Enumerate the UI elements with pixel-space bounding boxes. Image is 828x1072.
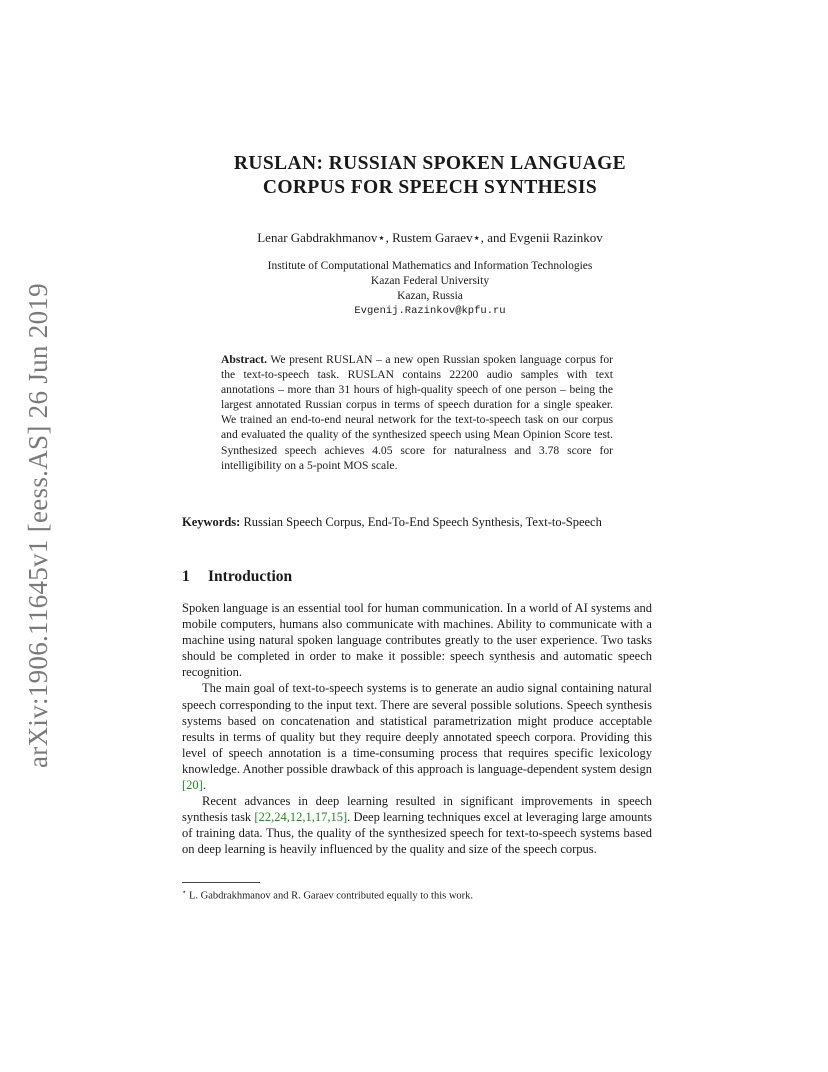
section-title: Introduction [208, 568, 293, 585]
arxiv-side-stamp [18, 280, 58, 770]
abstract-label: Abstract. [221, 353, 268, 366]
footnote-marker: ⋆ [182, 888, 187, 896]
footnote-text: L. Gabdrakhmanov and R. Garaev contributed equally to this work. [186, 890, 474, 902]
citation-link[interactable]: [22,24,12,1,17,15] [254, 810, 348, 825]
paper-title [170, 152, 690, 200]
keywords-text: Russian Speech Corpus, End-To-End Speech Synthesis, Text-to-Speech [243, 515, 602, 529]
keywords-label: Keywords: [182, 515, 241, 529]
abstract-text: We present RUSLAN – a new open Russian spoken language corpus for the text-to-speech task. RUSLAN contains 22200 audio samples with text annotations – more than 31 hours of high-quality speech of one person – being the largest annotated Russian corpus in terms of speech duration for a single speaker. We trained an end-to-end neural network for the text-to-speech task on our corpus and evaluated the quality of the synthesized speech using Mean Opinion Score test. Synthesized speech achieves 4.05 score for naturalness and 3.78 score for intelligibility on a 5-point MOS scale. [221, 353, 613, 472]
title-line-2: CORPUS FOR SPEECH SYNTHESIS [262, 177, 598, 198]
paragraph-2-text: The main goal of text-to-speech systems is to generate an audio signal containing natural speech corresponding to the input text. There are several possible solutions. Speech synthesis systems based on concatenation and statistical parametrization might produce acceptable results in terms of quality but they require deeply annotated speech corpora. Providing this level of speech annotation is a time-consuming process that requires specific lexicology knowledge. Another possible drawback of this approach is language-dependent system design [182, 681, 652, 776]
title-line-1: RUSLAN: RUSSIAN SPOKEN LANGUAGE [233, 153, 627, 174]
paragraph-2 [182, 680, 652, 793]
university-name: Kazan Federal University [370, 275, 490, 287]
footnote-divider [182, 882, 260, 883]
keywords-block [182, 514, 652, 530]
paragraph-3 [182, 793, 652, 857]
arxiv-identifier: arXiv:1906.11645v1 [eess.AS] 26 Jun 2019 [22, 282, 53, 768]
paragraph-2-end: . [202, 778, 206, 793]
footnote [182, 886, 652, 903]
contact-email[interactable]: Evgenij.Razinkov@kpfu.ru [354, 305, 506, 317]
paragraph-3-start: Recent advances in deep learning resulted in significant improvements in speech synthesis task [182, 794, 652, 825]
paragraph-1: Spoken language is an essential tool for human communication. In a world of AI systems and mobile computers, humans also communicate with machines. Ability to communicate with a machine using natural spoken language contributes greatly to the user experience. Two tasks should be completed in order to make it possible: speech synthesis and automatic speech recognition. [182, 601, 652, 680]
abstract-block [221, 352, 613, 473]
section-number: 1 [182, 568, 190, 585]
author-list: Lenar Gabdrakhmanov⋆, Rustem Garaev⋆, and Evgenii Razinkov [257, 230, 603, 245]
section-heading [182, 568, 292, 586]
location: Kazan, Russia [397, 290, 463, 302]
affiliation-block [150, 259, 710, 319]
institute-name: Institute of Computational Mathematics and Information Technologies [267, 260, 593, 272]
paragraph-3-end: . Deep learning techniques excel at leveraging large amounts of training data. Thus, the quality of the synthesized speech for text-to-speech systems based on deep learning is heavily influenced by the quality and size of the speech corpus. [182, 810, 652, 857]
citation-link[interactable]: [20] [182, 778, 203, 793]
intro-body [182, 600, 652, 858]
